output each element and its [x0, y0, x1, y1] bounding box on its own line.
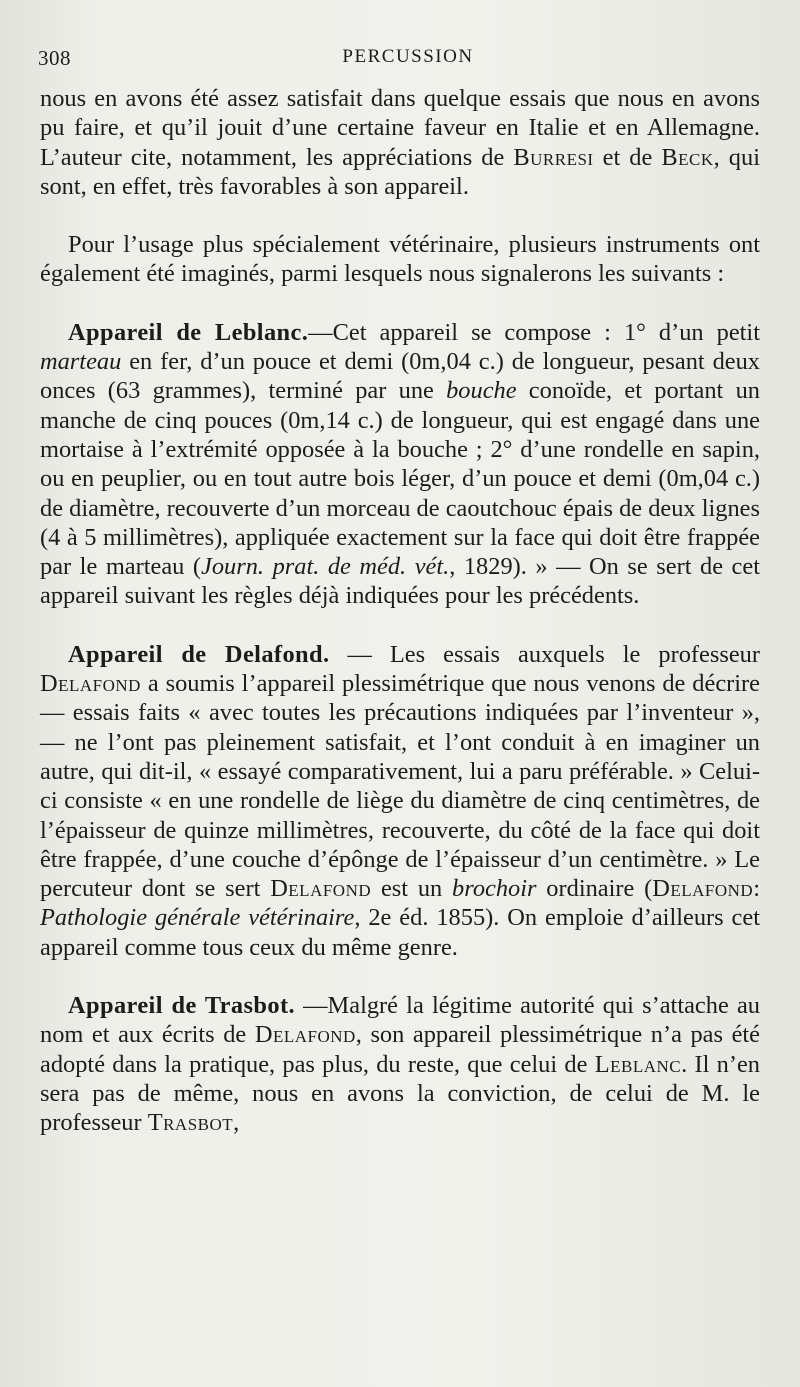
text-run: , qui sont, en effet, très favorables à son appareil.	[40, 143, 760, 200]
text-run: , 1829). » — On se sert de cet appareil suivant les règles déjà indiquées pour les précédents.	[40, 553, 760, 610]
italic-term: marteau	[40, 348, 122, 376]
paragraph-gap	[40, 962, 760, 991]
author-name: Trasbot	[147, 1109, 234, 1137]
text-run: :	[753, 875, 760, 903]
text-run: en fer, d’un pouce et demi (0m,04 c.) de longueur, pesant deux onces (63 grammes), terminé par une	[40, 348, 760, 405]
author-name: Delafond	[652, 875, 754, 903]
text-run: et de	[593, 143, 662, 171]
text-run: —Malgré la légitime autorité qui s’attache au nom et aux écrits de	[40, 992, 760, 1049]
italic-term: brochoir	[452, 875, 537, 903]
paragraph-trasbot	[40, 991, 760, 1137]
text-run: est un	[371, 875, 453, 903]
page-number: 308	[38, 46, 71, 70]
text-run: . Il n’en sera pas de même, nous en avons la conviction, de celui de M. le professeur	[40, 1050, 760, 1137]
text-run: ,	[233, 1109, 240, 1137]
section-heading-leblanc: Appareil de Leblanc.	[68, 318, 309, 346]
paragraph-delafond	[40, 640, 760, 962]
text-run: Pour l’usage plus spécialement vétérinaire, plusieurs instruments ont également été imaginés, parmi lesquels nous signalerons les suivants :	[40, 231, 760, 288]
paragraph-continuation	[40, 84, 760, 201]
paragraph-gap	[40, 611, 760, 640]
author-name: Delafond	[254, 1021, 356, 1049]
italic-term: bouche	[446, 377, 517, 405]
text-run: conoïde, et portant un manche de cinq pouces (0m,14 c.) de longueur, qui est engagé dans une mortaise à l’extrémité opposée à la bouche ; 2° d’une rondelle en sapin, ou en peuplier, ou en tout autre bois léger, d’un pouce et demi (0m,04 c.) de diamètre, recouverte d’un morceau de caoutchouc épais de deux lignes (4 à 5 millimètres), appliquée exactement sur la face qui doit être frappée par le marteau (	[40, 377, 760, 581]
author-name: Leblanc	[594, 1050, 682, 1078]
text-run: — Les essais auxquels le professeur	[329, 640, 760, 668]
text-run: nous en avons été assez satisfait dans quelque essais que nous en avons pu faire, et qu’il jouit d’une certaine faveur en Italie et en Allemagne. L’auteur cite, notamment, les appréciations de	[40, 85, 760, 171]
section-heading-delafond: Appareil de Delafond.	[68, 640, 330, 668]
page-header	[38, 46, 778, 80]
citation-title: Pathologie générale vétérinaire	[40, 904, 355, 932]
author-name: Delafond	[40, 670, 141, 698]
author-name: Delafond	[270, 875, 372, 903]
text-run: a soumis l’appareil plessimétrique que nous venons de décrire — essais faits « avec toutes les précautions indiquées par l’inventeur », — ne l’ont pas pleinement satisfait, et l’ont conduit à en imaginer un autre, qui dit-il, « essayé comparativement, lui a paru préférable. » Celui-ci consiste « en une rondelle de liège du diamètre de cinq centimètres, de l’épaisseur de quinze millimètres, recouverte, du côté de la face qui doit être frappée, d’une couche d’épônge de l’épaisseur d’un centimètre. » Le percuteur dont se sert	[40, 670, 760, 903]
section-heading-trasbot: Appareil de Trasbot.	[68, 992, 295, 1020]
text-run: , son appareil plessimétrique n’a pas été adopté dans la pratique, pas plus, du reste, que celui de	[40, 1021, 760, 1078]
author-name: Burresi	[513, 143, 594, 171]
paragraph-gap	[40, 201, 760, 230]
paragraph-gap	[40, 289, 760, 318]
author-name: Beck	[661, 143, 714, 171]
paragraph-veterinary-instruments	[40, 230, 760, 289]
text-run: —Cet appareil se compose : 1° d’un petit	[308, 318, 760, 346]
citation-title: Journ. prat. de méd. vét.	[201, 553, 450, 581]
paragraph-leblanc	[40, 318, 760, 611]
page-body	[40, 84, 760, 1138]
running-title: PERCUSSION	[342, 46, 474, 67]
text-run: , 2e éd. 1855). On emploie d’ailleurs cet appareil comme tous ceux du même genre.	[40, 904, 760, 961]
text-run: ordinaire (	[536, 875, 653, 903]
